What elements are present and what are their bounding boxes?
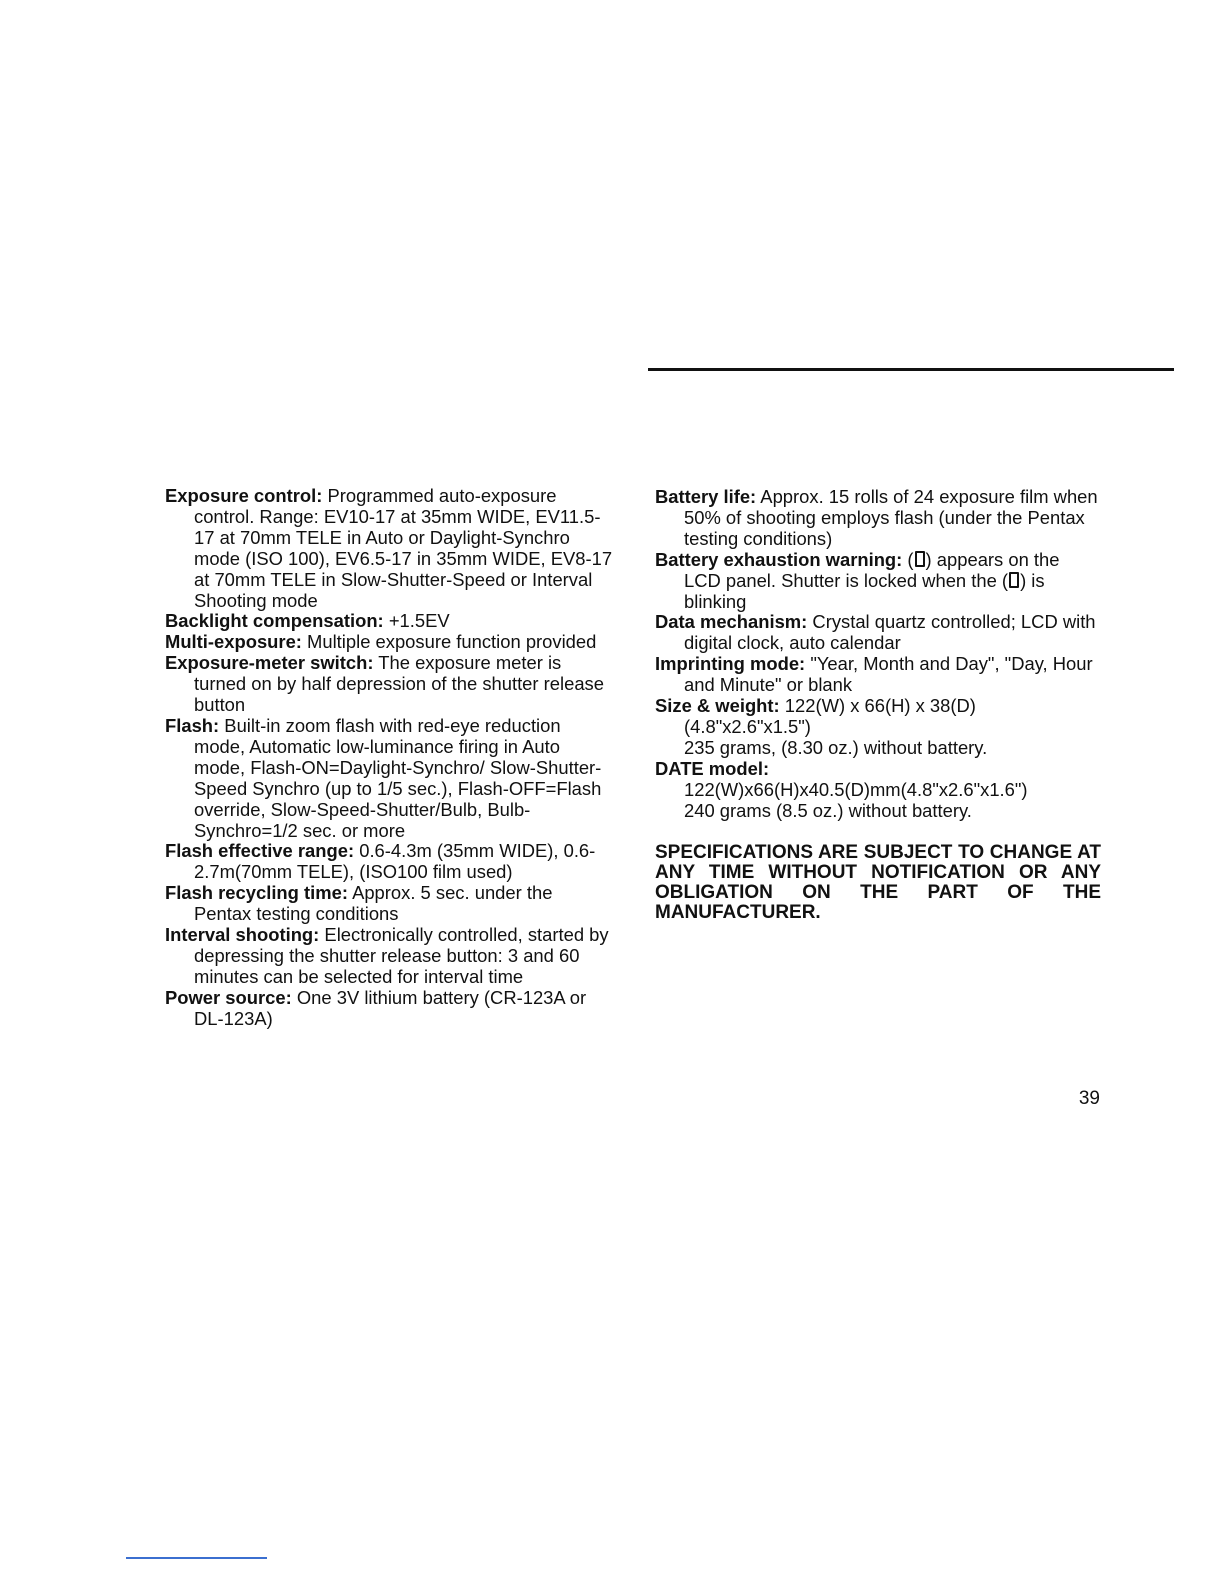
spec-value: Programmed auto-exposure control. Range: EV10-17 at 35mm WIDE, EV11.5-17 at 70mm TELE in Auto or Daylight-Synchro mode (ISO 100), EV6.5-17 in 35mm WIDE, EV8-17 at 70mm TELE in Slow-Shutter-Speed or Interval Shooting mode: [194, 485, 613, 611]
battery-icon: [915, 551, 925, 567]
spec-flash: [165, 716, 613, 841]
spec-value: 0.6-4.3m (35mm WIDE), 0.6-2.7m(70mm TELE), (ISO100 film used): [194, 840, 596, 883]
spec-backlight-compensation: [165, 611, 613, 632]
spec-value: Multiple exposure function provided: [307, 631, 597, 653]
spec-exposure-control: [165, 486, 613, 611]
spec-flash-recycling-time: [165, 883, 613, 925]
spec-value: +1.5EV: [388, 610, 450, 632]
spec-value: Approx. 5 sec. under the Pentax testing conditions: [194, 882, 553, 925]
spec-flash-effective-range: [165, 841, 613, 883]
spec-value: 122(W) x 66(H) x 38(D) (4.8"x2.6"x1.5") 235 grams, (8.30 oz.) without battery.: [684, 695, 988, 758]
spec-label: Size & weight:: [655, 695, 780, 717]
spec-data-mechanism: [655, 612, 1101, 654]
battery-icon: [1009, 572, 1019, 588]
spec-value-part: ) appears on the LCD panel. Shutter is locked when the (: [684, 548, 1060, 591]
spec-value: 122(W)x66(H)x40.5(D)mm(4.8"x2.6"x1.6") 240 grams (8.5 oz.) without battery.: [684, 778, 1028, 821]
spec-label: Backlight compensation:: [165, 610, 384, 632]
spec-value: One 3V lithium battery (CR-123A or DL-123A): [194, 986, 587, 1029]
spec-interval-shooting: [165, 925, 613, 988]
spec-exposure-meter-switch: [165, 653, 613, 716]
spec-value: "Year, Month and Day", "Day, Hour and Minute" or blank: [684, 653, 1093, 696]
spec-label: Flash effective range:: [165, 840, 355, 862]
spec-label: Imprinting mode:: [655, 653, 806, 675]
specifications-notice: SPECIFICATIONS ARE SUBJECT TO CHANGE AT ANY TIME WITHOUT NOTIFICATION OR ANY OBLIGATION ON THE PART OF THE MANUFACTURER.: [655, 841, 1101, 923]
spec-label: Data mechanism:: [655, 611, 808, 633]
spec-date-model: [655, 759, 1101, 822]
left-column: [165, 486, 613, 1030]
spec-value: Crystal quartz controlled; LCD with digital clock, auto calendar: [684, 611, 1096, 654]
footer-rule: [126, 1557, 267, 1559]
spec-label: Exposure control:: [165, 485, 323, 506]
right-column: [655, 487, 1101, 923]
header-rule: [648, 368, 1174, 371]
page-number: 39: [1078, 1088, 1100, 1109]
spec-label: DATE model:: [655, 757, 770, 779]
spec-label: Battery exhaustion warning:: [655, 548, 903, 570]
spec-value: Electronically controlled, started by depressing the shutter release button: 3 and 60 minutes can be selected for interval time: [194, 924, 609, 987]
spec-battery-life: [655, 487, 1101, 550]
spec-multi-exposure: [165, 632, 613, 653]
spec-value: Built-in zoom flash with red-eye reduction mode, Automatic low-luminance firing in Auto mode, Flash-ON=Daylight-Synchro/ Slow-Shutter-Speed Synchro (up to 1/5 sec.), Flash-OFF=Flash override, Slow-Speed-Shutter/Bulb, Bulb-Synchro=1/2 sec. or more: [194, 714, 602, 841]
spec-size-weight: [655, 696, 1101, 759]
spec-value: Approx. 15 rolls of 24 exposure film when 50% of shooting employs flash (under the Pentax testing conditions): [684, 486, 1098, 549]
spec-imprinting-mode: [655, 654, 1101, 696]
spec-label: Exposure-meter switch:: [165, 652, 374, 674]
spec-label: Flash:: [165, 714, 220, 736]
spec-power-source: [165, 988, 613, 1030]
spec-label: Power source:: [165, 986, 292, 1008]
spec-label: Battery life:: [655, 486, 757, 507]
spec-label: Flash recycling time:: [165, 882, 348, 904]
spec-battery-exhaustion-warning: [655, 550, 1101, 613]
spec-value: The exposure meter is turned on by half depression of the shutter release button: [194, 652, 604, 716]
spec-value-part: ) is blinking: [684, 569, 1045, 612]
spec-label: Interval shooting:: [165, 924, 320, 946]
spec-value-part: (: [907, 548, 914, 570]
spec-label: Multi-exposure:: [165, 631, 302, 653]
